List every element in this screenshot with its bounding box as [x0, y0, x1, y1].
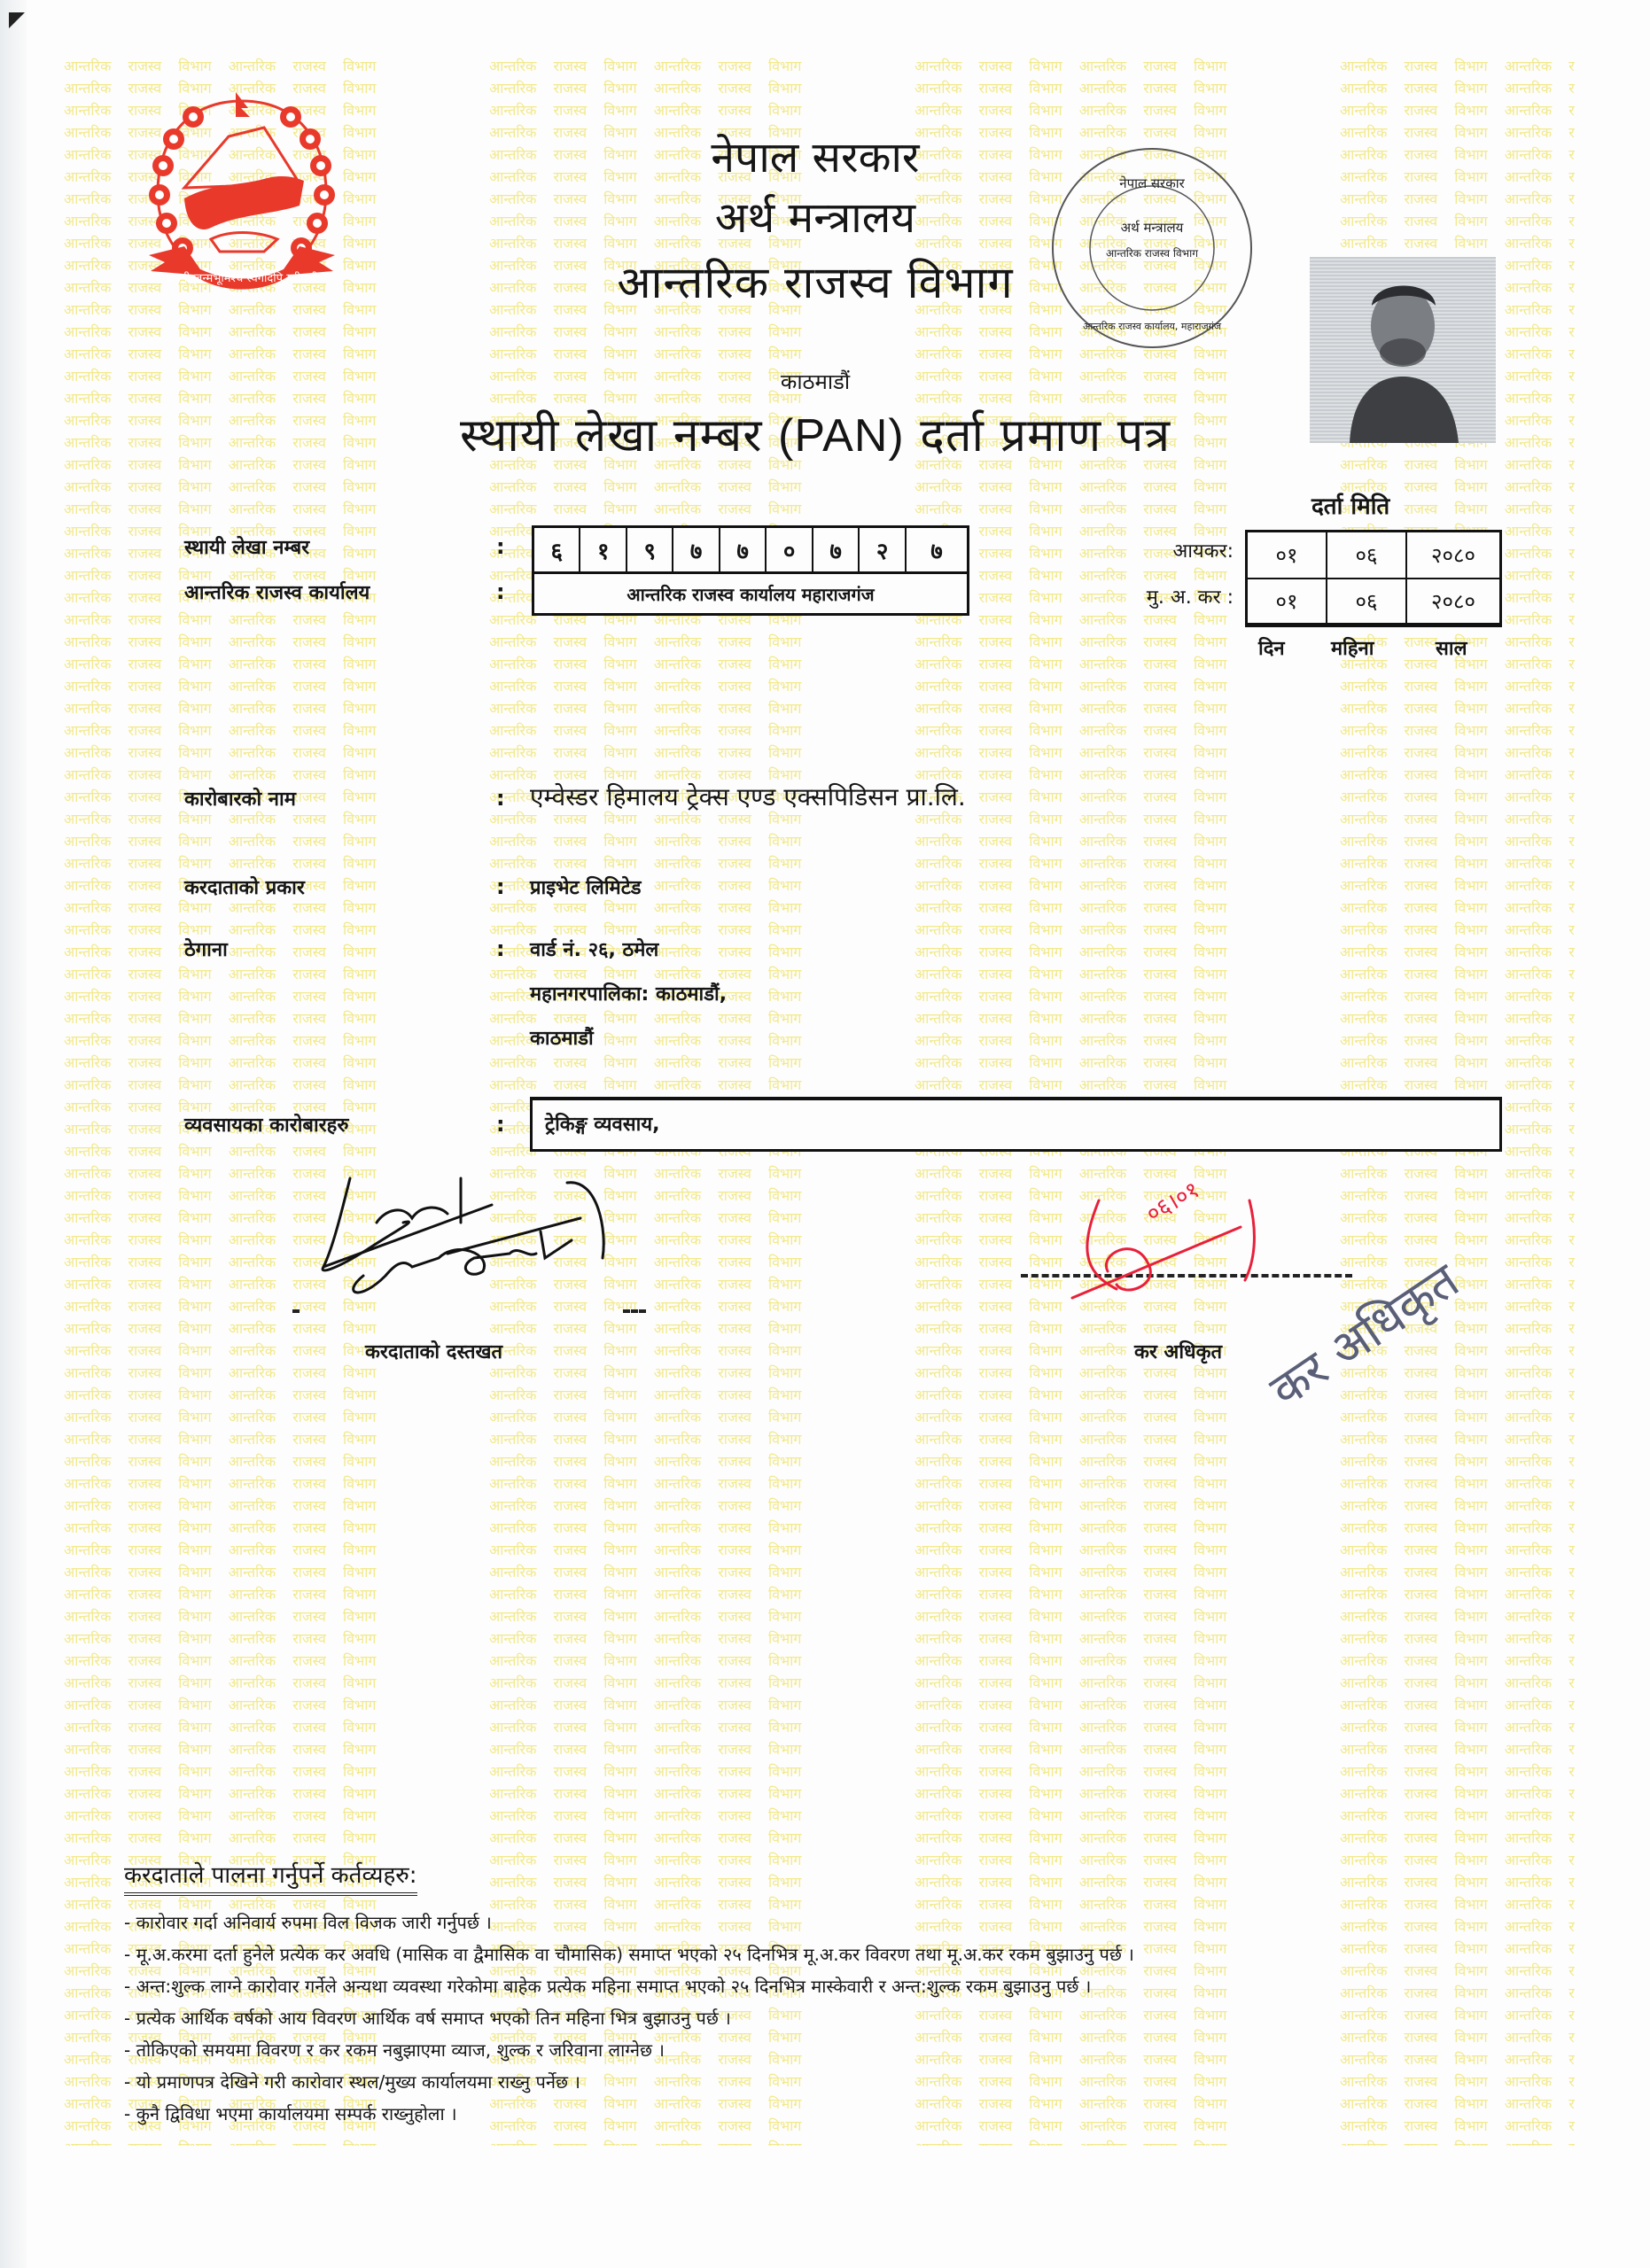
officer-signature: [1063, 1174, 1294, 1307]
business-name-label: कारोबारको नाम: [184, 788, 296, 811]
duty-item: - कारोवार गर्दा अनिवार्य रुपमा विल विजक जारी गर्नुपर्छ ।: [124, 1912, 492, 1933]
business-activities-colon: :: [496, 1112, 505, 1137]
pan-digit: ०: [767, 528, 813, 571]
business-name-colon: :: [496, 786, 505, 811]
business-activities-value: ट्रेकिङ्ग व्यवसाय,: [545, 1114, 660, 1136]
duty-item: - अन्त:शुल्क लाग्ने कारोवार गर्नेले अन्यथा व्यवस्था गरेकोमा बाहेक प्रत्येक महिना समाप्त भएको २५ दिनभित्र मास्केवारी र अन्त:शुल्क रकम बुझाउनु पर्छ ।: [124, 1976, 1092, 1997]
income-tax-date-row: [1248, 532, 1499, 579]
taxpayer-type-value: प्राइभेट लिमिटेड: [530, 877, 642, 899]
duty-item: - यो प्रमाणपत्र देखिने गरी कारोवार स्थल/मुख्य कार्यालयमा राख्नु पर्नेछ ।: [124, 2071, 580, 2093]
vat-label: मु. अ. कर :: [1146, 586, 1234, 609]
pan-digit: ७: [720, 528, 767, 571]
income-tax-day: ०१: [1248, 532, 1327, 578]
pan-digit: ६: [534, 528, 580, 571]
taxpayer-type-label: करदाताको प्रकार: [184, 877, 305, 899]
address-line-2: महानगरपालिका: काठमाडौं,: [530, 983, 728, 1006]
vat-date-row: [1248, 579, 1499, 624]
scan-edge: [0, 0, 27, 2268]
title-suffix: दर्ता प्रमाण पत्र: [920, 409, 1171, 462]
income-tax-year: २०८०: [1431, 543, 1475, 568]
pan-digit: ९: [627, 528, 673, 571]
pan-digit: १: [580, 528, 627, 571]
business-activities-box: [530, 1097, 1502, 1152]
taxpayer-photo: [1310, 257, 1496, 443]
income-tax-label: आयकर:: [1172, 540, 1234, 563]
person-photo-icon: [1310, 257, 1496, 443]
business-activities-label: व्यवसायका कारोबारहरु: [184, 1115, 349, 1137]
header-department: आन्तरिक राजस्व विभाग: [617, 257, 1014, 308]
stamp-line-1: नेपाल सरकार: [1119, 175, 1185, 191]
officer-signature-label: कर अधिकृत: [1134, 1341, 1223, 1363]
officer-rubber-stamp: [1260, 1252, 1469, 1418]
taxpayer-signature: [315, 1169, 616, 1302]
pan-label: स्थायी लेखा नम्बर: [184, 537, 310, 559]
duty-item: - तोकिएको समयमा विवरण र कर रकम नबुझाएमा व्याज, शुल्क र जरिवाना लाग्नेछ ।: [124, 2039, 665, 2061]
taxpayer-type-colon: :: [496, 874, 505, 899]
office-value: आन्तरिक राजस्व कार्यालय महाराजगंज: [627, 583, 875, 605]
taxpayer-signature-label: करदाताको दस्तखत: [365, 1341, 503, 1363]
pan-digit: ७: [813, 528, 860, 571]
office-colon: :: [496, 579, 505, 604]
address-line-1: वार्ड नं. २६, ठमेल: [530, 939, 659, 961]
pan-number-cells: [534, 528, 967, 574]
address-label: ठेगाना: [184, 939, 228, 961]
signature-line-mark-left: [292, 1309, 300, 1313]
duty-item: - मू.अ.करमा दर्ता हुनेले प्रत्येक कर अवधि (मासिक वा द्वैमासिक वा चौमासिक) समाप्त भएको २५ दिनभित्र मू.अ.कर विवरण तथा मू.अ.कर रकम बुझाउनु पर्छ ।: [124, 1944, 1134, 1965]
business-name-value: एम्वेस्डर हिमालय ट्रेक्स एण्ड एक्सपिडिसन प्रा.लि.: [530, 782, 966, 812]
vat-day: ०१: [1248, 579, 1327, 624]
officer-stamp-text: कर अधिकृत: [1260, 1252, 1469, 1418]
stamp-line-2: अर्थ मन्त्रालय: [1120, 220, 1184, 236]
office-label: आन्तरिक राजस्व कार्यालय: [184, 582, 370, 604]
pan-digit: २: [860, 528, 906, 571]
pan-box: [532, 525, 969, 616]
title-prefix: स्थायी लेखा नम्बर: [459, 409, 763, 462]
registration-date-title: दर्ता मिति: [1311, 493, 1390, 520]
date-footer-year: साल: [1436, 638, 1467, 660]
page-title: [284, 408, 1347, 464]
vat-month: ०६: [1327, 579, 1407, 624]
header-government: नेपाल सरकार: [711, 133, 920, 183]
date-footer-month: महिना: [1331, 638, 1374, 660]
address-colon: :: [496, 936, 505, 961]
officer-initial-date: ०६।०१: [1141, 1177, 1204, 1229]
duty-item: - प्रत्येक आर्थिक वर्षको आय विवरण आर्थिक वर्ष समाप्त भएको तिन महिना भित्र बुझाउनु पर्छ ।: [124, 2008, 731, 2029]
header-ministry: अर्थ मन्त्रालय: [714, 193, 916, 243]
title-pan: (PAN): [778, 410, 905, 462]
emblem-motto: जननी जन्मभूमिश्च स्वर्गादपि गरीयसी: [166, 272, 318, 285]
scan-corner-mark: [9, 12, 25, 28]
pan-colon: :: [496, 534, 505, 559]
pan-digit: ७: [930, 538, 943, 565]
duty-item: - कुनै द्विविधा भएमा कार्यालयमा सम्पर्क राख्नुहोला ।: [124, 2103, 457, 2124]
stamp-line-4: आन्तरिक राजस्व कार्यालय, महाराजगंज: [1082, 321, 1222, 332]
duties-title: करदाताले पालना गर्नुपर्ने कर्तव्यहरु:: [124, 1862, 417, 1889]
address-line-3: काठमाडौं: [530, 1028, 594, 1050]
registration-date-table: [1245, 530, 1502, 627]
nepal-emblem-icon: [131, 82, 353, 303]
income-tax-month: ०६: [1327, 532, 1407, 578]
vat-year: २०८०: [1431, 589, 1475, 614]
signature-line-mark-right: [623, 1309, 646, 1313]
date-footer-day: दिन: [1258, 638, 1285, 660]
header-city: काठमाडौं: [780, 369, 851, 394]
pan-digit: ७: [673, 528, 720, 571]
stamp-line-3: आन्तरिक राजस्व विभाग: [1105, 247, 1199, 260]
